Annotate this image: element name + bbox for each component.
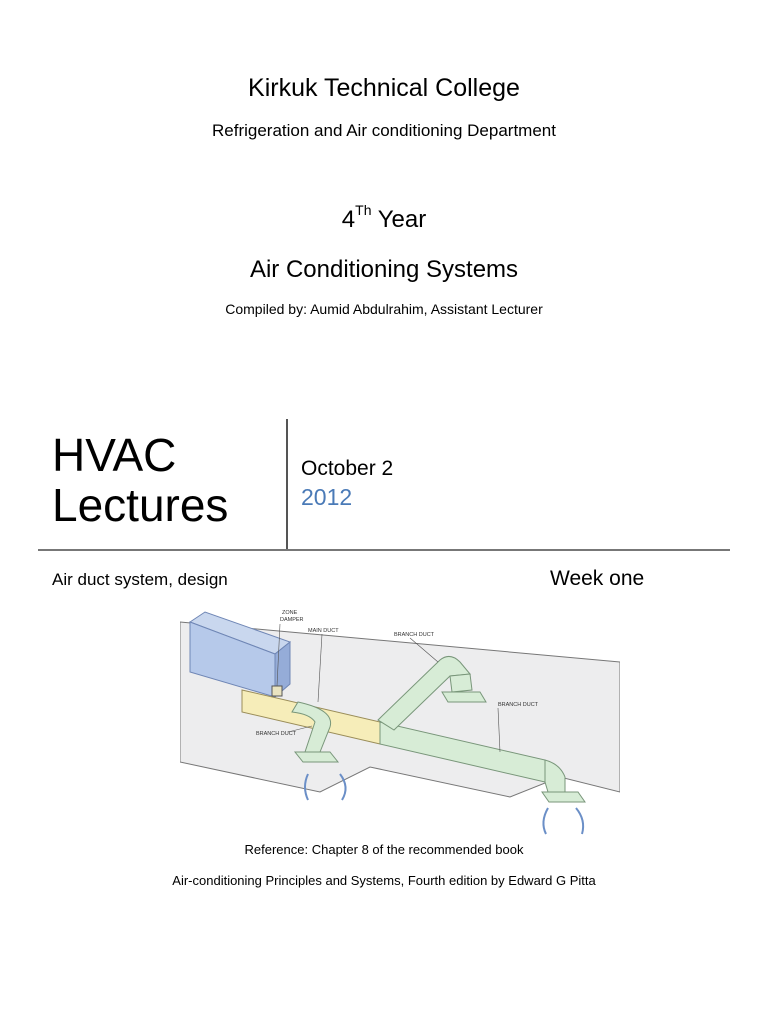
topic-label: Air duct system, design [52, 570, 228, 589]
zone-damper [272, 686, 282, 696]
course-title: Air Conditioning Systems [249, 256, 519, 283]
diffuser-left [295, 752, 338, 762]
label-main-duct: MAIN DUCT [308, 628, 339, 634]
diffuser-top [442, 692, 486, 702]
title-line-2: Lectures [52, 479, 229, 531]
year-superscript: Th [355, 202, 372, 218]
vertical-divider [286, 419, 288, 550]
label-branch-duct-left: BRANCH DUCT [256, 731, 297, 737]
duct-system-diagram [180, 602, 620, 838]
department-name: Refrigeration and Air conditioning Department [212, 121, 556, 140]
date-year: 2012 [301, 484, 353, 510]
week-label: Week one [550, 567, 645, 590]
year-line [0, 202, 768, 234]
diffuser-right [542, 792, 585, 802]
label-zone-damper-2: DAMPER [280, 617, 304, 623]
year-number: 4 [341, 206, 356, 233]
reference-line-2: Air-conditioning Principles and Systems, Fourth edition by Edward G Pitta [172, 873, 596, 888]
label-branch-duct-top: BRANCH DUCT [394, 632, 435, 638]
title-line-1: HVAC [52, 429, 177, 481]
airflow-arrow-4 [576, 808, 583, 834]
date-day: October 2 [301, 457, 394, 480]
year-label: Year [377, 206, 427, 233]
college-name: Kirkuk Technical College [248, 74, 520, 102]
label-zone-damper-1: ZONE [282, 610, 298, 616]
lecture-title [52, 430, 228, 530]
compiled-by: Compiled by: Aumid Abdulrahim, Assistant Lecturer [225, 301, 543, 317]
horizontal-divider [38, 549, 730, 551]
top-elbow [450, 674, 472, 692]
label-branch-duct-right: BRANCH DUCT [498, 702, 539, 708]
reference-line-1: Reference: Chapter 8 of the recommended book [244, 842, 524, 857]
airflow-arrow-3 [543, 808, 548, 834]
